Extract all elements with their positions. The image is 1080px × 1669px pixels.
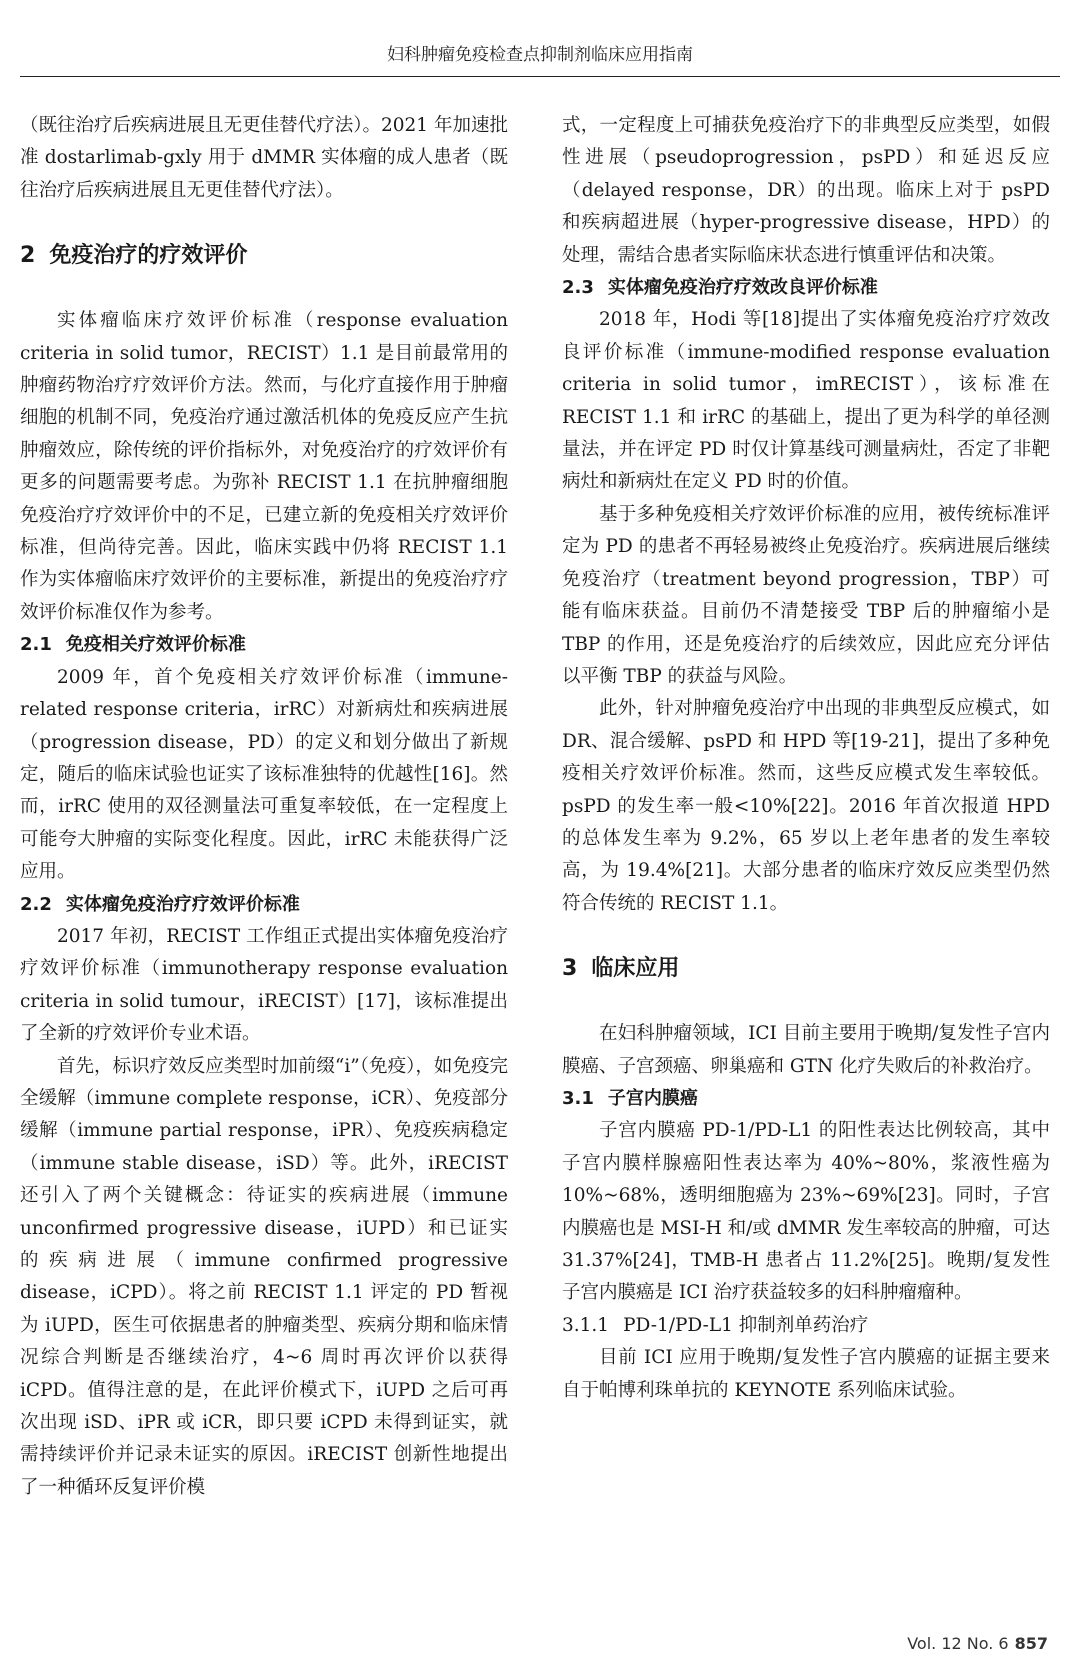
section-number: 2.3	[562, 277, 594, 299]
section-number: 2	[20, 243, 36, 269]
paragraph-endometrial: 子宫内膜癌 PD-1/PD-L1 的阳性表达比例较高，其中子宫内膜样腺癌阳性表达率为 40%~80%，浆液性癌为 10%~68%，透明细胞癌为 23%~69%[23]。同时，子宫内膜癌也是 MSI-H 和/或 dMMR 发生率较高的肿瘤，可达 31.37%[24]，TMB-H 患者占 11.2%[25]。晚期/复发性子宫内膜癌是 ICI 治疗获益较多的妇科肿瘤瘤种。	[562, 1120, 1050, 1304]
section-3-heading	[562, 954, 1050, 984]
volume-label: Vol. 12 No. 6	[907, 1634, 1009, 1653]
section-title: 免疫治疗的疗效评价	[49, 243, 248, 269]
paragraph-irecist-detail: 首先，标识疗效反应类型时加前缀“i”（免疫），如免疫完全缓解（immune complete response，iCR）、免疫部分缓解（immune partial response，iPR）、免疫疾病稳定（immune stable disease，iSD）等。此外，iRECIST 还引入了两个关键概念：待证实的疾病进展（immune unconfirmed progressive disease，iUPD）和已证实的疾病进展（immune confirmed progressive disease，iCPD）。将之前 RECIST 1.1 评定的 PD 暂视为 iUPD，医生可依据患者的肿瘤类型、疾病分期和临床情况综合判断是否继续治疗，4~6 周时再次评价以获得 iCPD。值得注意的是，在此评价模式下，iUPD 之后可再次出现 iSD、iPR 或 iCR，即只要 iCPD 未得到证实，就需持续评价并记录未证实的原因。iRECIST 创新性地提出了一种循环反复评价模	[20, 1055, 508, 1498]
page-footer	[907, 1634, 1048, 1653]
section-2-3-heading	[562, 272, 1050, 304]
section-number: 2.2	[20, 893, 52, 915]
paragraph-intro: （既往治疗后疾病进展且无更佳替代疗法）。2021 年加速批准 dostarlimab-gxly 用于 dMMR 实体瘤的成人患者（既往治疗后疾病进展且无更佳替代疗法）。	[20, 115, 508, 201]
section-2-1-heading	[20, 629, 508, 661]
section-title: 实体瘤免疫治疗疗效改良评价标准	[607, 277, 878, 299]
page-number: 857	[1014, 1634, 1048, 1653]
section-2-heading	[20, 241, 508, 271]
right-column	[562, 110, 1050, 1407]
section-number: 3.1.1	[562, 1314, 610, 1336]
section-title: 子宫内膜癌	[607, 1087, 698, 1109]
paragraph-imrecist: 2018 年，Hodi 等[18]提出了实体瘤免疫治疗疗效改良评价标准（immune-modified response evaluation criteria in solid tumor，imRECIST），该标准在 RECIST 1.1 和 irRC 的基础上，提出了更为科学的单径测量法，并在评定 PD 时仅计算基线可测量病灶，否定了非靶病灶和新病灶在定义 PD 时的价值。	[562, 309, 1050, 493]
header-rule	[20, 76, 1060, 77]
paragraph-continued: 式，一定程度上可捕获免疫治疗下的非典型反应类型，如假性进展（pseudoprogression，psPD）和延迟反应（delayed response，DR）的出现。临床上对于 psPD 和疾病超进展（hyper-progressive disease，HPD）的处理，需结合患者实际临床状态进行慎重评估和决策。	[562, 115, 1050, 266]
section-title: PD-1/PD-L1 抑制剂单药治疗	[623, 1314, 869, 1336]
paragraph-tbp: 基于多种免疫相关疗效评价标准的应用，被传统标准评定为 PD 的患者不再轻易被终止免疫治疗。疾病进展后继续免疫治疗（treatment beyond progression，TBP）可能有临床获益。目前仍不清楚接受 TBP 后的肿瘤缩小是 TBP 的作用，还是免疫治疗的后续效应，因此应充分评估以平衡 TBP 的获益与风险。	[562, 503, 1050, 687]
left-column	[20, 110, 508, 1504]
section-2-2-heading	[20, 889, 508, 921]
section-number: 2.1	[20, 634, 52, 656]
section-number: 3.1	[562, 1087, 594, 1109]
section-title: 临床应用	[591, 956, 680, 982]
section-number: 3	[562, 956, 578, 982]
section-3-1-1-heading	[562, 1310, 1050, 1342]
section-title: 实体瘤免疫治疗疗效评价标准	[65, 893, 300, 915]
section-title: 免疫相关疗效评价标准	[65, 634, 246, 656]
section-3-1-heading	[562, 1083, 1050, 1115]
paragraph-recist: 实体瘤临床疗效评价标准（response evaluation criteria in solid tumor，RECIST）1.1 是目前最常用的肿瘤药物治疗疗效评价方法。然而，与化疗直接作用于肿瘤细胞的机制不同，免疫治疗通过激活机体的免疫反应产生抗肿瘤效应，除传统的评价指标外，对免疫治疗的疗效评价有更多的问题需要考虑。为弥补 RECIST 1.1 在抗肿瘤细胞免疫治疗疗效评价中的不足，已建立新的免疫相关疗效评价标准，但尚待完善。因此，临床实践中仍将 RECIST 1.1 作为实体瘤临床疗效评价的主要标准，新提出的免疫治疗疗效评价标准仅作为参考。	[20, 310, 508, 623]
paragraph-irrc: 2009 年，首个免疫相关疗效评价标准（immune-related response criteria，irRC）对新病灶和疾病进展（progression disease，PD）的定义和划分做出了新规定，随后的临床试验也证实了该标准独特的优越性[16]。然而，irRC 使用的双径测量法可重复率较低，在一定程度上可能夸大肿瘤的实际变化程度。因此，irRC 未能获得广泛应用。	[20, 666, 508, 883]
paragraph-clinical-application: 在妇科肿瘤领域，ICI 目前主要用于晚期/复发性子宫内膜癌、子宫颈癌、卵巢癌和 GTN 化疗失败后的补救治疗。	[562, 1023, 1050, 1077]
running-header: 妇科肿瘤免疫检查点抑制剂临床应用指南	[387, 45, 693, 65]
paragraph-atypical-response: 此外，针对肿瘤免疫治疗中出现的非典型反应模式，如 DR、混合缓解、psPD 和 HPD 等[19-21]，提出了多种免疫相关疗效评价标准。然而，这些反应模式发生率较低。psPD 的发生率一般<10%[22]。2016 年首次报道 HPD 的总体发生率为 9.2%，65 岁以上老年患者的发生率较高，为 19.4%[21]。大部分患者的临床疗效反应类型仍然符合传统的 RECIST 1.1。	[562, 698, 1050, 914]
paragraph-monotherapy: 目前 ICI 应用于晚期/复发性子宫内膜癌的证据主要来自于帕博利珠单抗的 KEYNOTE 系列临床试验。	[562, 1347, 1050, 1401]
paragraph-irecist-intro: 2017 年初，RECIST 工作组正式提出实体瘤免疫治疗疗效评价标准（immunotherapy response evaluation criteria in solid tumour，iRECIST）[17]，该标准提出了全新的疗效评价专业术语。	[20, 925, 508, 1045]
